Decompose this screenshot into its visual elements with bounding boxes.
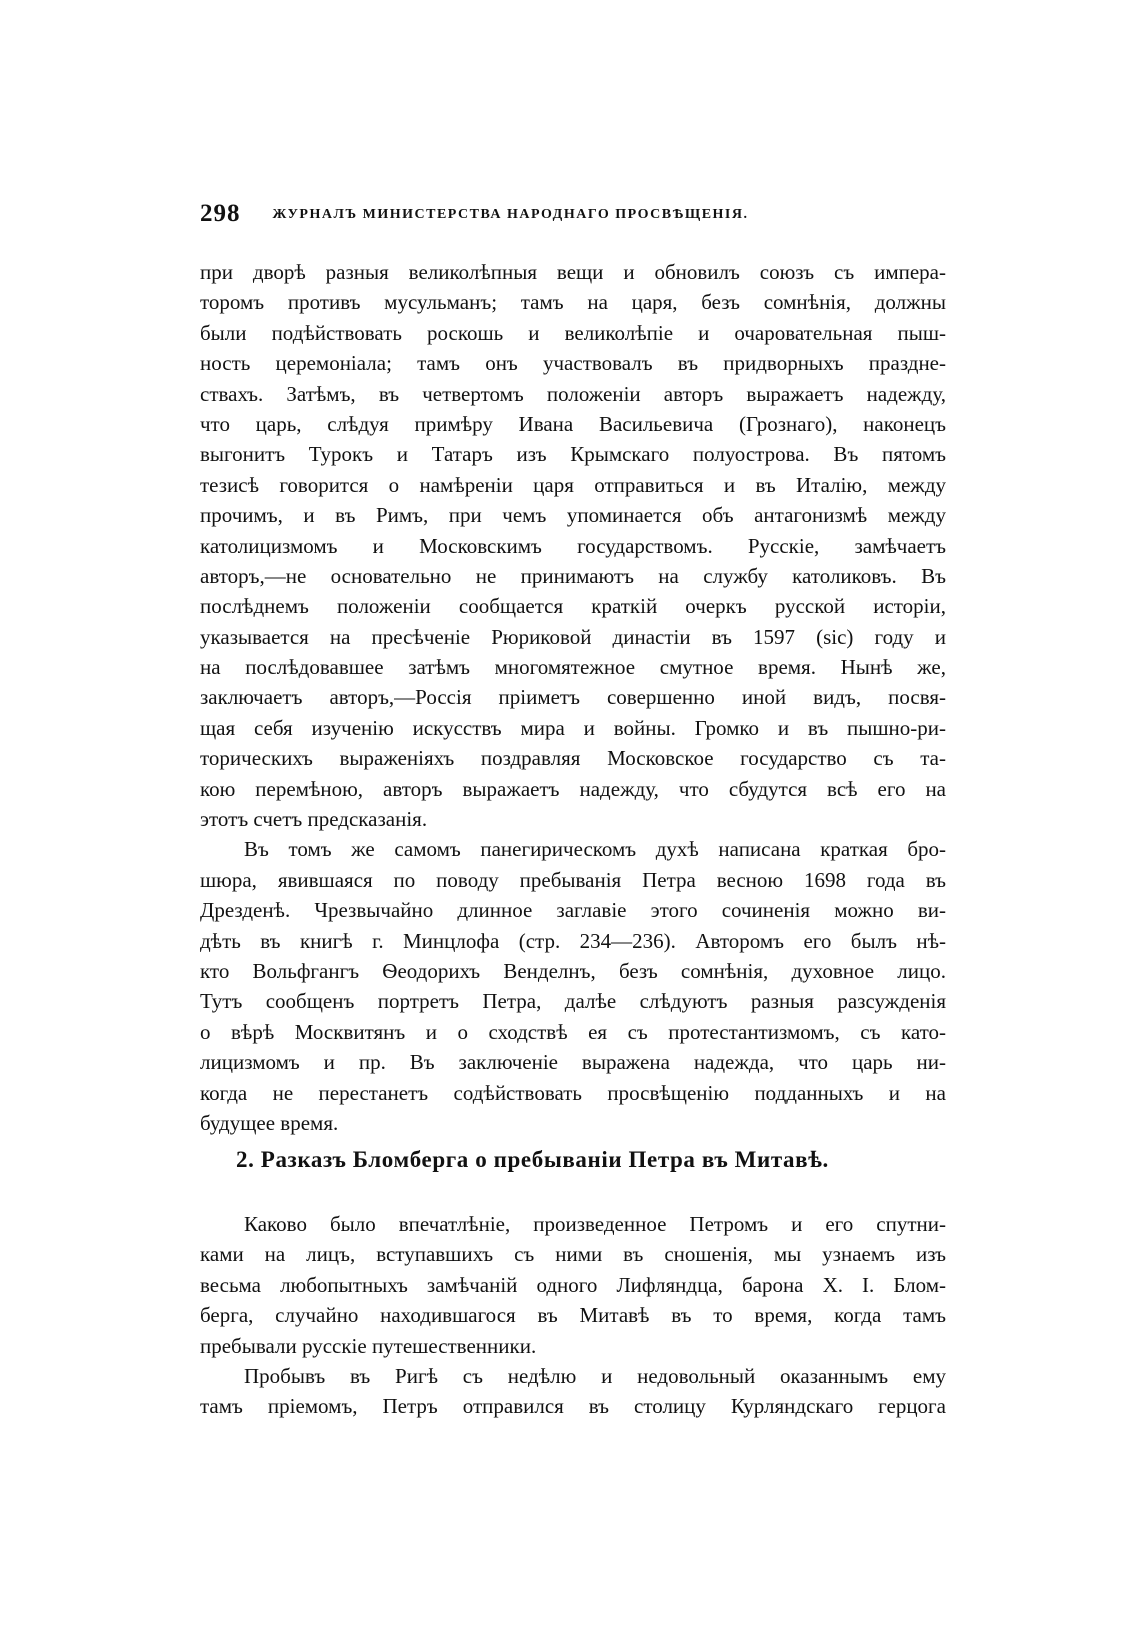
- text-line: этотъ счетъ предсказанія.: [200, 807, 428, 832]
- text-line: лицизмомъ и пр. Въ заключеніе выражена надежда, что царь ни-: [200, 1050, 946, 1075]
- section-text: [200, 1209, 946, 1422]
- text-line: Въ томъ же самомъ панегирическомъ духѣ написана краткая бро-: [244, 837, 946, 862]
- text-line: Каково было впечатлѣніе, произведенное Петромъ и его спутни-: [244, 1212, 946, 1236]
- text-line: Тутъ сообщенъ портретъ Петра, далѣе слѣдуютъ разныя разсужденія: [200, 989, 946, 1014]
- text-line: кою перемѣною, авторъ выражаетъ надежду, что сбудутся всѣ его на: [200, 776, 946, 801]
- page-number: 298: [200, 200, 241, 227]
- text-line: католицизмомъ и Московскимъ государствомъ. Русскіе, замѣчаетъ: [200, 533, 946, 558]
- paragraph-3: [200, 1209, 946, 1361]
- text-line: шюра, явившаяся по поводу пребыванія Петра весною 1698 года въ: [200, 867, 946, 892]
- text-line: весьма любопытныхъ замѣчаній одного Лифляндца, барона Х. І. Блом-: [200, 1272, 946, 1297]
- text-line: Пробывъ въ Ригѣ съ недѣлю и недовольный оказаннымъ ему: [244, 1363, 946, 1388]
- text-line: берга, случайно находившагося въ Митавѣ въ то время, когда тамъ: [200, 1303, 946, 1328]
- main-text: [200, 257, 946, 1138]
- text-line: кто Вольфгангъ Ѳеодорихъ Венделнъ, безъ сомнѣнія, духовное лицо.: [200, 958, 946, 983]
- section-heading: 2. Разказъ Бломберга о пребываніи Петра въ Митавѣ.: [236, 1147, 829, 1172]
- text-line: тамъ пріемомъ, Петръ отправился въ столицу Курляндскаго герцога: [200, 1394, 946, 1419]
- text-line: дѣть въ книгѣ г. Минцлофа (стр. 234—236). Авторомъ его былъ нѣ-: [200, 928, 946, 953]
- text-line: выгонитъ Турокъ и Татаръ изъ Крымскаго полуострова. Въ пятомъ: [200, 442, 946, 467]
- paragraph-4: [200, 1361, 946, 1422]
- text-line: торическихъ выраженіяхъ поздравляя Московское государство съ та-: [200, 746, 946, 771]
- page-header: [200, 200, 960, 230]
- text-line: ность церемоніала; тамъ онъ участвовалъ въ придворныхъ праздне-: [200, 351, 946, 376]
- text-line: что царь, слѣдуя примѣру Ивана Васильевича (Грознаго), наконецъ: [200, 411, 946, 436]
- text-line: на послѣдовавшее затѣмъ многомятежное смутное время. Нынѣ же,: [200, 655, 946, 680]
- running-title: ЖУРНАЛЪ МИНИСТЕРСТВА НАРОДНАГО ПРОСВѢЩЕНІЯ.: [272, 207, 749, 222]
- text-line: авторъ,—не основательно не принимаютъ на службу католиковъ. Въ: [200, 563, 946, 588]
- text-line: прочимъ, и въ Римъ, при чемъ упоминается объ антагонизмѣ между: [200, 503, 946, 528]
- text-line: щая себя изученію искусствъ мира и войны. Громко и въ пышно-ри-: [200, 715, 946, 740]
- text-line: ствахъ. Затѣмъ, въ четвертомъ положеніи авторъ выражаетъ надежду,: [200, 381, 946, 406]
- text-line: послѣднемъ положеніи сообщается краткій очеркъ русской исторіи,: [200, 594, 946, 619]
- text-line: указывается на пресѣченіе Рюриковой династіи въ 1597 (sic) году и: [200, 624, 946, 649]
- text-line: пребывали русскіе путешественники.: [200, 1333, 537, 1358]
- text-line: заключаетъ авторъ,—Россія пріиметъ совершенно иной видъ, посвя-: [200, 685, 946, 710]
- text-line: при дворѣ разныя великолѣпныя вещи и обновилъ союзъ съ импера-: [200, 260, 946, 284]
- text-line: Дрезденѣ. Чрезвычайно длинное заглавіе этого сочиненія можно ви-: [200, 898, 946, 923]
- text-line: торомъ противъ мусульманъ; тамъ на царя, безъ сомнѣнія, должны: [200, 290, 946, 315]
- text-line: ками на лицъ, вступавшихъ съ ними въ сношенія, мы узнаемъ изъ: [200, 1242, 946, 1267]
- text-line: когда не перестанетъ содѣйствовать просвѣщенію подданныхъ и на: [200, 1080, 946, 1105]
- text-line: были подѣйствовать роскошь и великолѣпіе и очаровательная пыш-: [200, 320, 946, 345]
- paragraph-2: [200, 834, 946, 1138]
- text-line: о вѣрѣ Москвитянъ и о сходствѣ ея съ протестантизмомъ, съ като-: [200, 1019, 946, 1044]
- text-line: будущее время.: [200, 1110, 339, 1135]
- text-line: тезисѣ говорится о намѣреніи царя отправиться и въ Италію, между: [200, 472, 946, 497]
- paragraph-1: [200, 257, 946, 834]
